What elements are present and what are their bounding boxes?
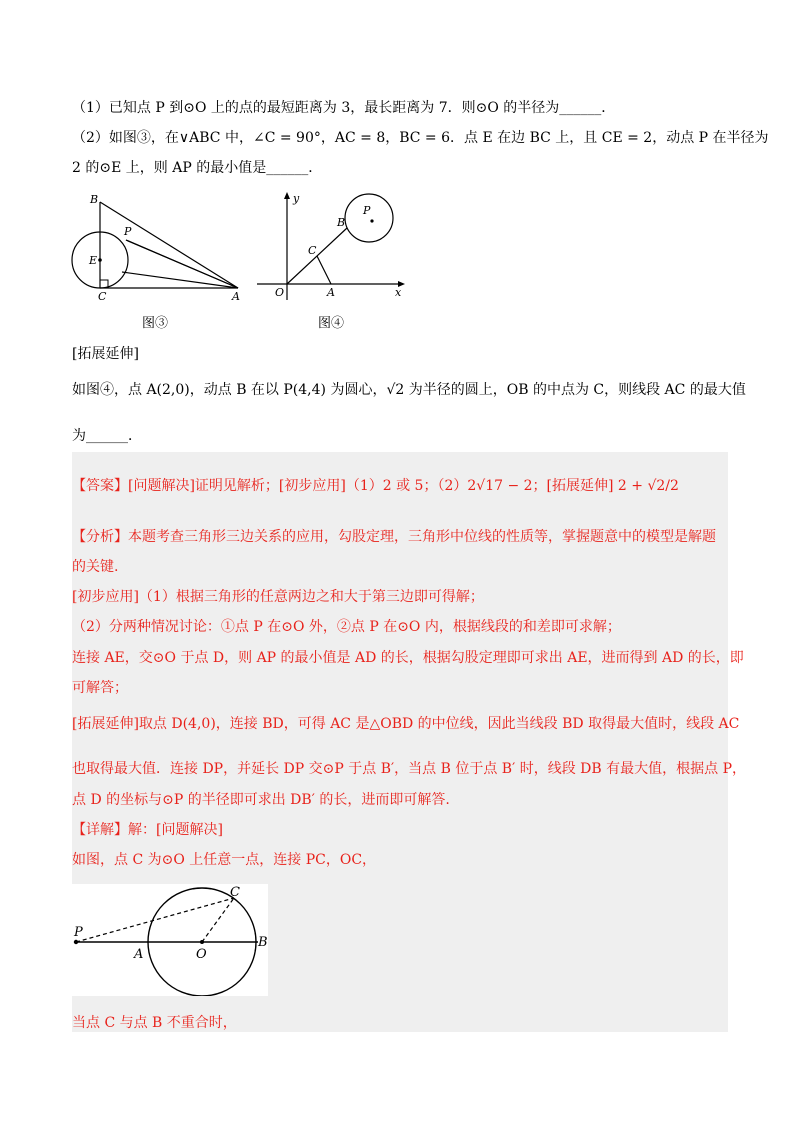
fig4-label-A: A bbox=[327, 286, 335, 299]
q2-text-line1: （2）如图③，在∨ABC 中，∠C = 90°，AC = 8，BC = 6．点 E 在边 BC 上，且 CE = 2，动点 P 在半径为 bbox=[72, 130, 769, 146]
fig5-label-P: P bbox=[74, 925, 83, 940]
fig3-caption: 图③ bbox=[142, 316, 169, 331]
step3-line2: 可解答； bbox=[72, 680, 128, 696]
step2-text: （2）分两种情况讨论：①点 P 在⊙O 外，②点 P 在⊙O 内，根据线段的和差即可求解； bbox=[72, 619, 621, 635]
fig4-caption: 图④ bbox=[318, 316, 345, 331]
fig3-label-P: P bbox=[124, 225, 132, 238]
detail-line2: 当点 C 与点 B 不重合时， bbox=[72, 1015, 237, 1031]
fig4-label-O: O bbox=[275, 286, 285, 299]
extension-title: [拓展延伸] bbox=[72, 346, 139, 362]
fig4-label-C: C bbox=[308, 244, 317, 257]
fig5-label-A: A bbox=[134, 947, 144, 962]
answer-line: 【答案】[问题解决]证明见解析；[初步应用]（1）2 或 5；（2）2√17 − 2；[拓展延伸] 2 + √2/2 bbox=[72, 478, 679, 494]
analysis-line2: 的关键. bbox=[72, 559, 119, 575]
figure-3 bbox=[70, 188, 250, 304]
fig5-label-B: B bbox=[258, 935, 268, 950]
fig4-label-P: P bbox=[363, 204, 371, 217]
fig4-label-B: B bbox=[337, 216, 346, 229]
fig3-label-B: B bbox=[90, 193, 99, 206]
figure-5 bbox=[72, 884, 268, 996]
q2-text-line2: 2 的⊙E 上，则 AP 的最小值是______． bbox=[72, 160, 323, 176]
extension-line1: 如图④，点 A(2,0)，动点 B 在以 P(4,4) 为圆心，√2 为半径的圆上，OB 的中点为 C，则线段 AC 的最大值 bbox=[72, 382, 746, 398]
figure-4 bbox=[255, 188, 415, 304]
extension-line2: 为______． bbox=[72, 428, 142, 444]
fig5-label-O: O bbox=[196, 947, 207, 962]
detail-title: 【详解】解：[问题解决] bbox=[72, 822, 223, 838]
analysis-line1: 【分析】本题考查三角形三边关系的应用，勾股定理，三角形中位线的性质等，掌握题意中的模型是解题 bbox=[72, 529, 716, 545]
fig3-label-A: A bbox=[232, 290, 240, 303]
fig3-label-C: C bbox=[98, 290, 107, 303]
fig4-label-y: y bbox=[293, 192, 300, 205]
step1-text: [初步应用]（1）根据三角形的任意两边之和大于第三边即可得解； bbox=[72, 589, 484, 605]
extension-solution-line2: 也取得最大值．连接 DP，并延长 DP 交⊙P 于点 B′，当点 B 位于点 B′ 时，线段 DB 有最大值，根据点 P， bbox=[72, 761, 746, 777]
detail-line1: 如图，点 C 为⊙O 上任意一点，连接 PC，OC， bbox=[72, 852, 377, 868]
fig3-label-E: E bbox=[89, 254, 98, 267]
step3-line1: 连接 AE，交⊙O 于点 D，则 AP 的最小值是 AD 的长，根据勾股定理即可求出 AE，进而得到 AD 的长，即 bbox=[72, 650, 744, 666]
extension-solution-line3: 点 D 的坐标与⊙P 的半径即可求出 DB′ 的长，进而即可解答. bbox=[72, 792, 450, 808]
extension-solution-line1: [拓展延伸]取点 D(4,0)，连接 BD，可得 AC 是△OBD 的中位线，因此当线段 BD 取得最大值时，线段 AC bbox=[72, 716, 740, 732]
fig5-label-C: C bbox=[230, 885, 240, 900]
q1-text: （1）已知点 P 到⊙O 上的点的最短距离为 3，最长距离为 7．则⊙O 的半径为______． bbox=[72, 100, 616, 116]
fig4-label-x: x bbox=[395, 286, 402, 299]
